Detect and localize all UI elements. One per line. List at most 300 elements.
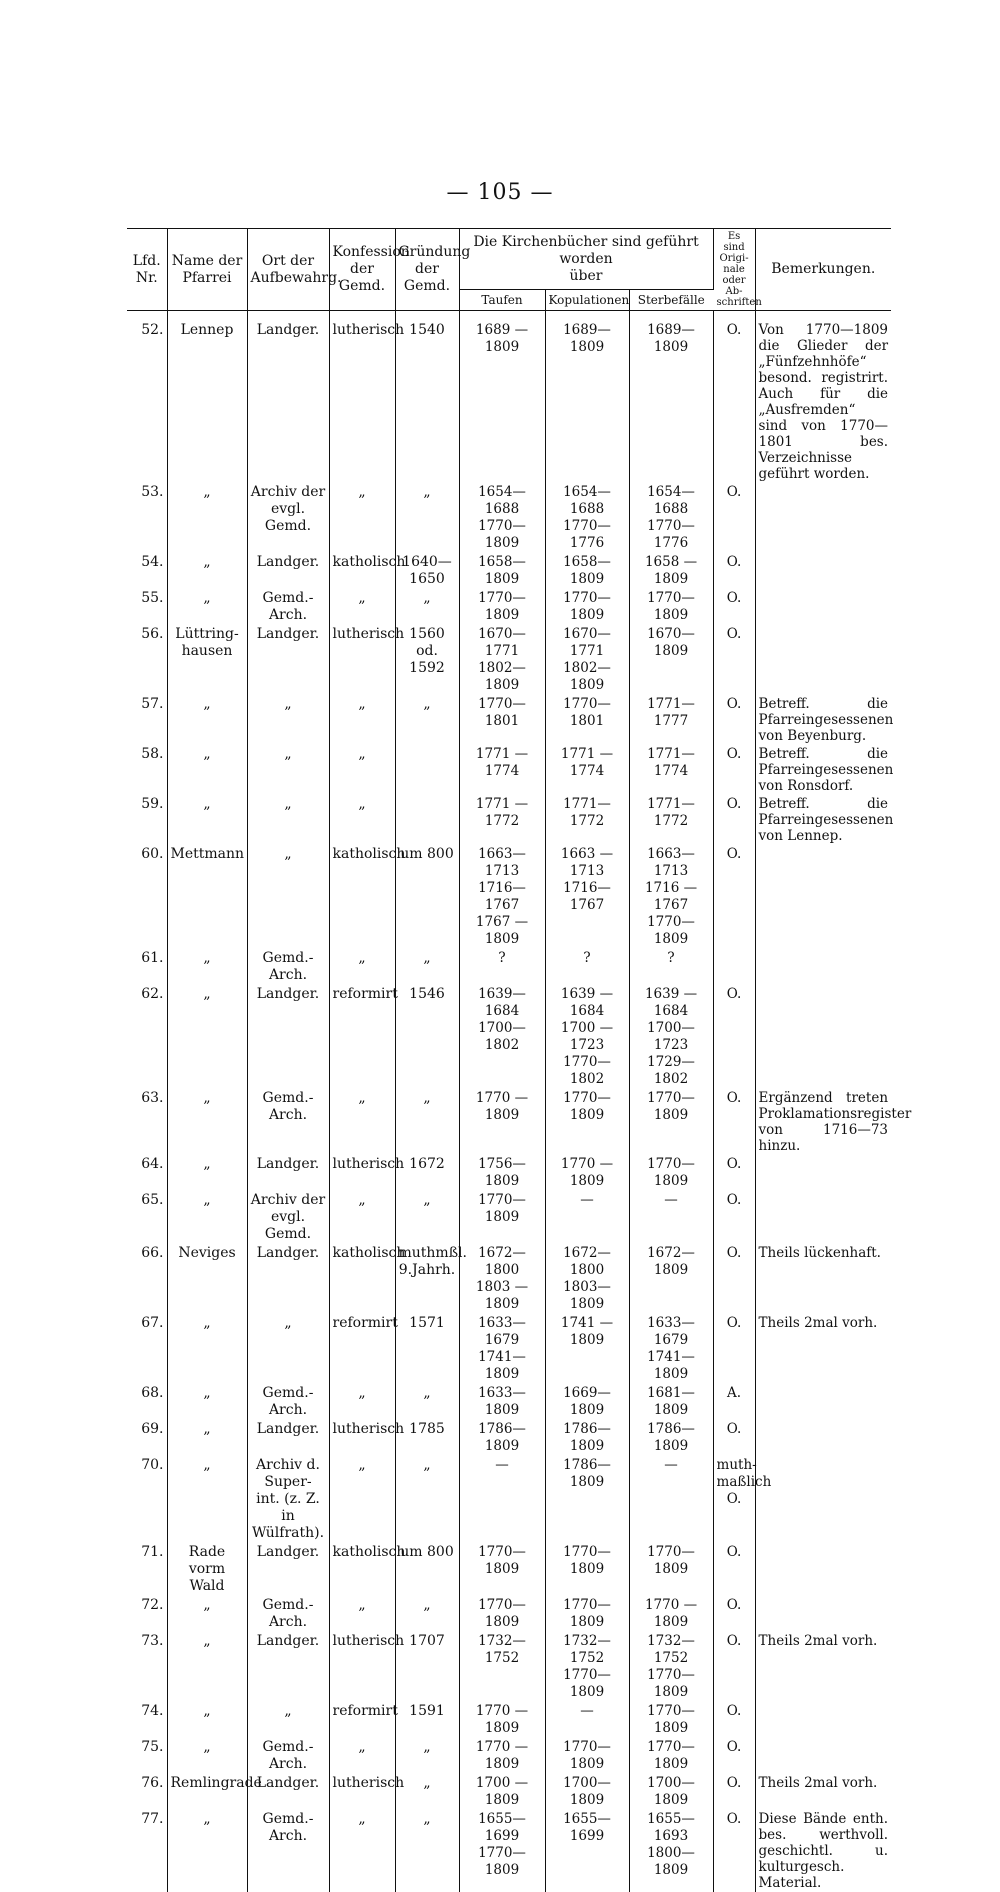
deaths-range: 1672— 1809: [629, 1244, 713, 1314]
entry-number: 60.: [127, 845, 167, 949]
baptisms-range: 1770—1809: [459, 1596, 545, 1632]
table-row: [127, 1632, 891, 1702]
original-or-copy: O.: [713, 795, 755, 845]
marriages-range: 1663 — 1713 1716—1767: [545, 845, 629, 949]
storage-location: „: [247, 695, 329, 745]
entry-number: 53.: [127, 483, 167, 553]
parish-name: „: [167, 1089, 247, 1155]
baptisms-range: 1771 — 1772: [459, 795, 545, 845]
deaths-range: 1633—1679 1741—1809: [629, 1314, 713, 1384]
remarks: Theils 2mal vorh.: [755, 1774, 891, 1810]
baptisms-range: 1770—1809: [459, 1543, 545, 1596]
entry-number: 55.: [127, 589, 167, 625]
storage-location: Landger.: [247, 553, 329, 589]
original-or-copy: O.: [713, 1632, 755, 1702]
spacer-cell: [127, 311, 167, 322]
original-or-copy: O.: [713, 1596, 755, 1632]
original-or-copy: [713, 949, 755, 985]
remarks: Betreff. die Pfarreingesessenen von Beyenburg.: [755, 695, 891, 745]
storage-location: Landger.: [247, 1543, 329, 1596]
entry-number: 59.: [127, 795, 167, 845]
original-or-copy: O.: [713, 695, 755, 745]
marriages-range: 1786—1809: [545, 1420, 629, 1456]
confession: „: [329, 949, 395, 985]
confession: „: [329, 589, 395, 625]
confession: „: [329, 1384, 395, 1420]
deaths-range: 1771—1777: [629, 695, 713, 745]
spacer-cell: [167, 311, 247, 322]
remarks: [755, 1456, 891, 1543]
spacer-cell: [395, 311, 459, 322]
entry-number: 58.: [127, 745, 167, 795]
remarks: [755, 1596, 891, 1632]
deaths-range: 1770—1809: [629, 589, 713, 625]
entry-number: 74.: [127, 1702, 167, 1738]
marriages-range: 1670—1771 1802—1809: [545, 625, 629, 695]
remarks: Theils 2mal vorh.: [755, 1314, 891, 1384]
confession: „: [329, 1810, 395, 1892]
confession: reformirt: [329, 1314, 395, 1384]
founding: 1707: [395, 1632, 459, 1702]
entry-number: 72.: [127, 1596, 167, 1632]
original-or-copy: O.: [713, 553, 755, 589]
marriages-range: 1700—1809: [545, 1774, 629, 1810]
entry-number: 61.: [127, 949, 167, 985]
storage-location: Gemd.-Arch.: [247, 1089, 329, 1155]
table-row: [127, 589, 891, 625]
original-or-copy: O.: [713, 845, 755, 949]
original-or-copy: O.: [713, 985, 755, 1089]
founding: 1591: [395, 1702, 459, 1738]
remarks: Betreff. die Pfarreingesessenen von Lennep.: [755, 795, 891, 845]
parish-name: „: [167, 949, 247, 985]
table-row: [127, 625, 891, 695]
table-row: [127, 483, 891, 553]
original-or-copy: O.: [713, 1089, 755, 1155]
table-row: [127, 695, 891, 745]
marriages-range: 1771 —1774: [545, 745, 629, 795]
founding: [395, 745, 459, 795]
baptisms-range: —: [459, 1456, 545, 1543]
entry-number: 76.: [127, 1774, 167, 1810]
founding: „: [395, 1774, 459, 1810]
remarks: Betreff. die Pfarreingesessenen von Ronsdorf.: [755, 745, 891, 795]
remarks: [755, 625, 891, 695]
confession: reformirt: [329, 985, 395, 1089]
marriages-range: 1741 —1809: [545, 1314, 629, 1384]
storage-location: Gemd.-Arch.: [247, 1384, 329, 1420]
storage-location: Landger.: [247, 1244, 329, 1314]
spacer-cell: [247, 311, 329, 322]
storage-location: Landger.: [247, 321, 329, 483]
parish-name: Mettmann: [167, 845, 247, 949]
table-row: [127, 1384, 891, 1420]
marriages-range: 1658—1809: [545, 553, 629, 589]
founding: „: [395, 1738, 459, 1774]
confession: „: [329, 745, 395, 795]
parish-name: „: [167, 553, 247, 589]
remarks: [755, 1384, 891, 1420]
header-sterbefaelle: Sterbefälle: [629, 290, 713, 311]
marriages-range: 1786— 1809: [545, 1456, 629, 1543]
confession: lutherisch: [329, 1632, 395, 1702]
remarks: [755, 589, 891, 625]
baptisms-range: 1689 — 1809: [459, 321, 545, 483]
marriages-range: 1770—1809: [545, 1089, 629, 1155]
baptisms-range: 1658—1809: [459, 553, 545, 589]
entry-number: 64.: [127, 1155, 167, 1191]
remarks: [755, 845, 891, 949]
entry-number: 65.: [127, 1191, 167, 1244]
storage-location: Landger.: [247, 1155, 329, 1191]
storage-location: Landger.: [247, 1632, 329, 1702]
deaths-range: 1732—1752 1770—1809: [629, 1632, 713, 1702]
baptisms-range: 1654—1688 1770—1809: [459, 483, 545, 553]
entry-number: 56.: [127, 625, 167, 695]
original-or-copy: O.: [713, 1191, 755, 1244]
parish-name: „: [167, 483, 247, 553]
spacer-row: [127, 311, 891, 322]
founding: um 800: [395, 1543, 459, 1596]
storage-location: Landger.: [247, 1420, 329, 1456]
founding: „: [395, 949, 459, 985]
confession: katholisch: [329, 553, 395, 589]
table-row: [127, 985, 891, 1089]
storage-location: „: [247, 1702, 329, 1738]
deaths-range: 1681—1809: [629, 1384, 713, 1420]
header-taufen: Taufen: [459, 290, 545, 311]
remarks: [755, 553, 891, 589]
remarks: [755, 985, 891, 1089]
baptisms-range: 1672—1800 1803 — 1809: [459, 1244, 545, 1314]
founding: „: [395, 1089, 459, 1155]
spacer-cell: [629, 311, 713, 322]
original-or-copy: O.: [713, 1738, 755, 1774]
entry-number: 54.: [127, 553, 167, 589]
remarks: [755, 1191, 891, 1244]
original-or-copy: O.: [713, 321, 755, 483]
marriages-range: —: [545, 1702, 629, 1738]
founding: muthmßl. 9.Jahrh.: [395, 1244, 459, 1314]
entry-number: 68.: [127, 1384, 167, 1420]
parish-name: „: [167, 1702, 247, 1738]
marriages-range: 1771—1772: [545, 795, 629, 845]
header-konfession: Konfession der Gemd.: [329, 229, 395, 311]
confession: „: [329, 1456, 395, 1543]
deaths-range: —: [629, 1456, 713, 1543]
confession: „: [329, 1089, 395, 1155]
marriages-range: 1770—1809: [545, 1738, 629, 1774]
parish-name: Rade vorm Wald: [167, 1543, 247, 1596]
entry-number: 67.: [127, 1314, 167, 1384]
entry-number: 62.: [127, 985, 167, 1089]
storage-location: Archiv der evgl. Gemd.: [247, 1191, 329, 1244]
spacer-cell: [545, 311, 629, 322]
founding: „: [395, 589, 459, 625]
confession: katholisch: [329, 1244, 395, 1314]
remarks: [755, 483, 891, 553]
confession: katholisch: [329, 845, 395, 949]
baptisms-range: ?: [459, 949, 545, 985]
original-or-copy: O.: [713, 589, 755, 625]
original-or-copy: O.: [713, 625, 755, 695]
confession: lutherisch: [329, 1420, 395, 1456]
table-row: [127, 1314, 891, 1384]
baptisms-range: 1639—1684 1700—1802: [459, 985, 545, 1089]
parish-name: Lennep: [167, 321, 247, 483]
parish-name: „: [167, 695, 247, 745]
deaths-range: 1770—1809: [629, 1155, 713, 1191]
deaths-range: 1770—1809: [629, 1738, 713, 1774]
baptisms-range: 1732—1752: [459, 1632, 545, 1702]
parish-name: „: [167, 589, 247, 625]
original-or-copy: O.: [713, 483, 755, 553]
marriages-range: 1672—1800 1803—1809: [545, 1244, 629, 1314]
founding: „: [395, 695, 459, 745]
original-or-copy: O.: [713, 1314, 755, 1384]
founding: „: [395, 1456, 459, 1543]
table-row: [127, 1810, 891, 1892]
deaths-range: 1786—1809: [629, 1420, 713, 1456]
confession: lutherisch: [329, 1774, 395, 1810]
remarks: [755, 1738, 891, 1774]
parish-name: „: [167, 1632, 247, 1702]
table-row: [127, 321, 891, 483]
deaths-range: 1663—1713 1716 — 1767 1770—1809: [629, 845, 713, 949]
table-row: [127, 1191, 891, 1244]
table-row: [127, 745, 891, 795]
table-row: [127, 1155, 891, 1191]
table-row: [127, 1738, 891, 1774]
founding: 1640—1650: [395, 553, 459, 589]
original-or-copy: O.: [713, 1774, 755, 1810]
remarks: [755, 1702, 891, 1738]
remarks: Theils 2mal vorh.: [755, 1632, 891, 1702]
table-row: [127, 1543, 891, 1596]
parish-name: „: [167, 985, 247, 1089]
storage-location: Gemd.-Arch.: [247, 1738, 329, 1774]
table-body: [127, 311, 891, 1892]
header-originale: Es sind Origi- nale oder Ab- schriften: [713, 229, 755, 311]
header-pfarrei: Name der Pfarrei: [167, 229, 247, 311]
confession: lutherisch: [329, 321, 395, 483]
marriages-range: ?: [545, 949, 629, 985]
original-or-copy: O.: [713, 1155, 755, 1191]
founding: 1540: [395, 321, 459, 483]
confession: „: [329, 1191, 395, 1244]
deaths-range: 1770—1809: [629, 1543, 713, 1596]
confession: „: [329, 795, 395, 845]
entry-number: 75.: [127, 1738, 167, 1774]
table-row: [127, 1774, 891, 1810]
founding: [395, 795, 459, 845]
parish-name: „: [167, 1191, 247, 1244]
remarks: Ergänzend treten Proklamationsregister von 1716—73 hinzu.: [755, 1089, 891, 1155]
table-row: [127, 1702, 891, 1738]
deaths-range: 1770—1809: [629, 1089, 713, 1155]
founding: 1672: [395, 1155, 459, 1191]
deaths-range: ?: [629, 949, 713, 985]
entry-number: 57.: [127, 695, 167, 745]
parish-name: Neviges: [167, 1244, 247, 1314]
header-bemerkungen: Bemerkungen.: [755, 229, 891, 311]
baptisms-range: 1770 — 1809: [459, 1738, 545, 1774]
parish-name: „: [167, 1314, 247, 1384]
header-gruendung: Gründung der Gemd.: [395, 229, 459, 311]
baptisms-range: 1670—1771 1802—1809: [459, 625, 545, 695]
table-row: [127, 1244, 891, 1314]
founding: 1546: [395, 985, 459, 1089]
storage-location: „: [247, 745, 329, 795]
confession: „: [329, 695, 395, 745]
parish-name: „: [167, 1420, 247, 1456]
confession: katholisch: [329, 1543, 395, 1596]
baptisms-range: 1700 — 1809: [459, 1774, 545, 1810]
founding: 1560 od. 1592: [395, 625, 459, 695]
storage-location: „: [247, 795, 329, 845]
table-row: [127, 949, 891, 985]
founding: um 800: [395, 845, 459, 949]
parish-name: „: [167, 1810, 247, 1892]
deaths-range: 1700—1809: [629, 1774, 713, 1810]
baptisms-range: 1786—1809: [459, 1420, 545, 1456]
table-row: [127, 1596, 891, 1632]
storage-location: Landger.: [247, 625, 329, 695]
parish-name: „: [167, 1384, 247, 1420]
marriages-range: —: [545, 1191, 629, 1244]
page-number: — 105 —: [0, 180, 1000, 205]
deaths-range: 1770—1809: [629, 1702, 713, 1738]
remarks: [755, 949, 891, 985]
entry-number: 69.: [127, 1420, 167, 1456]
founding: „: [395, 1384, 459, 1420]
confession: lutherisch: [329, 1155, 395, 1191]
spacer-cell: [459, 311, 545, 322]
marriages-range: 1669—1809: [545, 1384, 629, 1420]
marriages-range: 1770—1809: [545, 1543, 629, 1596]
original-or-copy: O.: [713, 1244, 755, 1314]
header-kopulationen: Kopulationen: [545, 290, 629, 311]
deaths-range: 1655—1693 1800—1809: [629, 1810, 713, 1892]
parish-name: „: [167, 1456, 247, 1543]
storage-location: Archiv d. Super- int. (z. Z. in Wülfrath).: [247, 1456, 329, 1543]
original-or-copy: O.: [713, 1420, 755, 1456]
confession: „: [329, 1596, 395, 1632]
storage-location: Gemd.-Arch.: [247, 1596, 329, 1632]
marriages-range: 1655—1699: [545, 1810, 629, 1892]
founding: „: [395, 1810, 459, 1892]
parish-name: „: [167, 1738, 247, 1774]
deaths-range: 1771—1774: [629, 745, 713, 795]
deaths-range: 1689—1809: [629, 321, 713, 483]
baptisms-range: 1770 — 1809: [459, 1089, 545, 1155]
church-register-table: [127, 228, 891, 1892]
storage-location: Gemd.-Arch.: [247, 589, 329, 625]
table-row: [127, 1456, 891, 1543]
marriages-range: 1732—1752 1770—1809: [545, 1632, 629, 1702]
table-row: [127, 795, 891, 845]
storage-location: „: [247, 1314, 329, 1384]
deaths-range: 1670—1809: [629, 625, 713, 695]
deaths-range: —: [629, 1191, 713, 1244]
marriages-range: 1689—1809: [545, 321, 629, 483]
remarks: [755, 1543, 891, 1596]
marriages-range: 1654—1688 1770—1776: [545, 483, 629, 553]
original-or-copy: O.: [713, 1702, 755, 1738]
remarks: [755, 1420, 891, 1456]
parish-name: Lüttring- hausen: [167, 625, 247, 695]
baptisms-range: 1770—1801: [459, 695, 545, 745]
remarks: [755, 1155, 891, 1191]
marriages-range: 1639 — 1684 1700 — 1723 1770—1802: [545, 985, 629, 1089]
founding: „: [395, 1191, 459, 1244]
baptisms-range: 1770 — 1809: [459, 1702, 545, 1738]
confession: „: [329, 1738, 395, 1774]
entry-number: 77.: [127, 1810, 167, 1892]
entry-number: 70.: [127, 1456, 167, 1543]
spacer-cell: [713, 311, 755, 322]
table-row: [127, 1089, 891, 1155]
marriages-range: 1770 — 1809: [545, 1155, 629, 1191]
marriages-range: 1770—1801: [545, 695, 629, 745]
remarks: Von 1770—1809 die Glieder der „Fünfzehnhöfe“ besond. registrirt. Auch für die „Ausfremden“ sind von 1770—1801 bes. Verzeichnisse geführt worden.: [755, 321, 891, 483]
confession: reformirt: [329, 1702, 395, 1738]
storage-location: Landger.: [247, 1774, 329, 1810]
deaths-range: 1658 — 1809: [629, 553, 713, 589]
original-or-copy: O.: [713, 1810, 755, 1892]
storage-location: Landger.: [247, 985, 329, 1089]
baptisms-range: 1771 —1774: [459, 745, 545, 795]
baptisms-range: 1770—1809: [459, 589, 545, 625]
table-row: [127, 1420, 891, 1456]
founding: 1571: [395, 1314, 459, 1384]
parish-name: „: [167, 745, 247, 795]
baptisms-range: 1633—1679 1741—1809: [459, 1314, 545, 1384]
marriages-range: 1770—1809: [545, 1596, 629, 1632]
entry-number: 73.: [127, 1632, 167, 1702]
spacer-cell: [755, 311, 891, 322]
baptisms-range: 1663—1713 1716—1767 1767 — 1809: [459, 845, 545, 949]
confession: lutherisch: [329, 625, 395, 695]
baptisms-range: 1756—1809: [459, 1155, 545, 1191]
deaths-range: 1771—1772: [629, 795, 713, 845]
storage-location: „: [247, 845, 329, 949]
storage-location: Archiv der evgl. Gemd.: [247, 483, 329, 553]
original-or-copy: O.: [713, 745, 755, 795]
header-kirchenbuecher: Die Kirchenbücher sind geführt worden über: [459, 229, 713, 290]
original-or-copy: O.: [713, 1543, 755, 1596]
deaths-range: 1654—1688 1770—1776: [629, 483, 713, 553]
parish-name: „: [167, 795, 247, 845]
entry-number: 52.: [127, 321, 167, 483]
entry-number: 66.: [127, 1244, 167, 1314]
header-lfd-nr: Lfd. Nr.: [127, 229, 167, 311]
marriages-range: 1770—1809: [545, 589, 629, 625]
baptisms-range: 1770—1809: [459, 1191, 545, 1244]
parish-name: „: [167, 1596, 247, 1632]
remarks: Theils lückenhaft.: [755, 1244, 891, 1314]
baptisms-range: 1633—1809: [459, 1384, 545, 1420]
spacer-cell: [329, 311, 395, 322]
entry-number: 63.: [127, 1089, 167, 1155]
original-or-copy: A.: [713, 1384, 755, 1420]
deaths-range: 1639 — 1684 1700—1723 1729—1802: [629, 985, 713, 1089]
founding: „: [395, 1596, 459, 1632]
table-row: [127, 845, 891, 949]
storage-location: Gemd.-Arch.: [247, 949, 329, 985]
remarks: Diese Bände enth. bes. werthvoll. geschichtl. u. kulturgesch. Material.: [755, 1810, 891, 1892]
storage-location: Gemd.-Arch.: [247, 1810, 329, 1892]
